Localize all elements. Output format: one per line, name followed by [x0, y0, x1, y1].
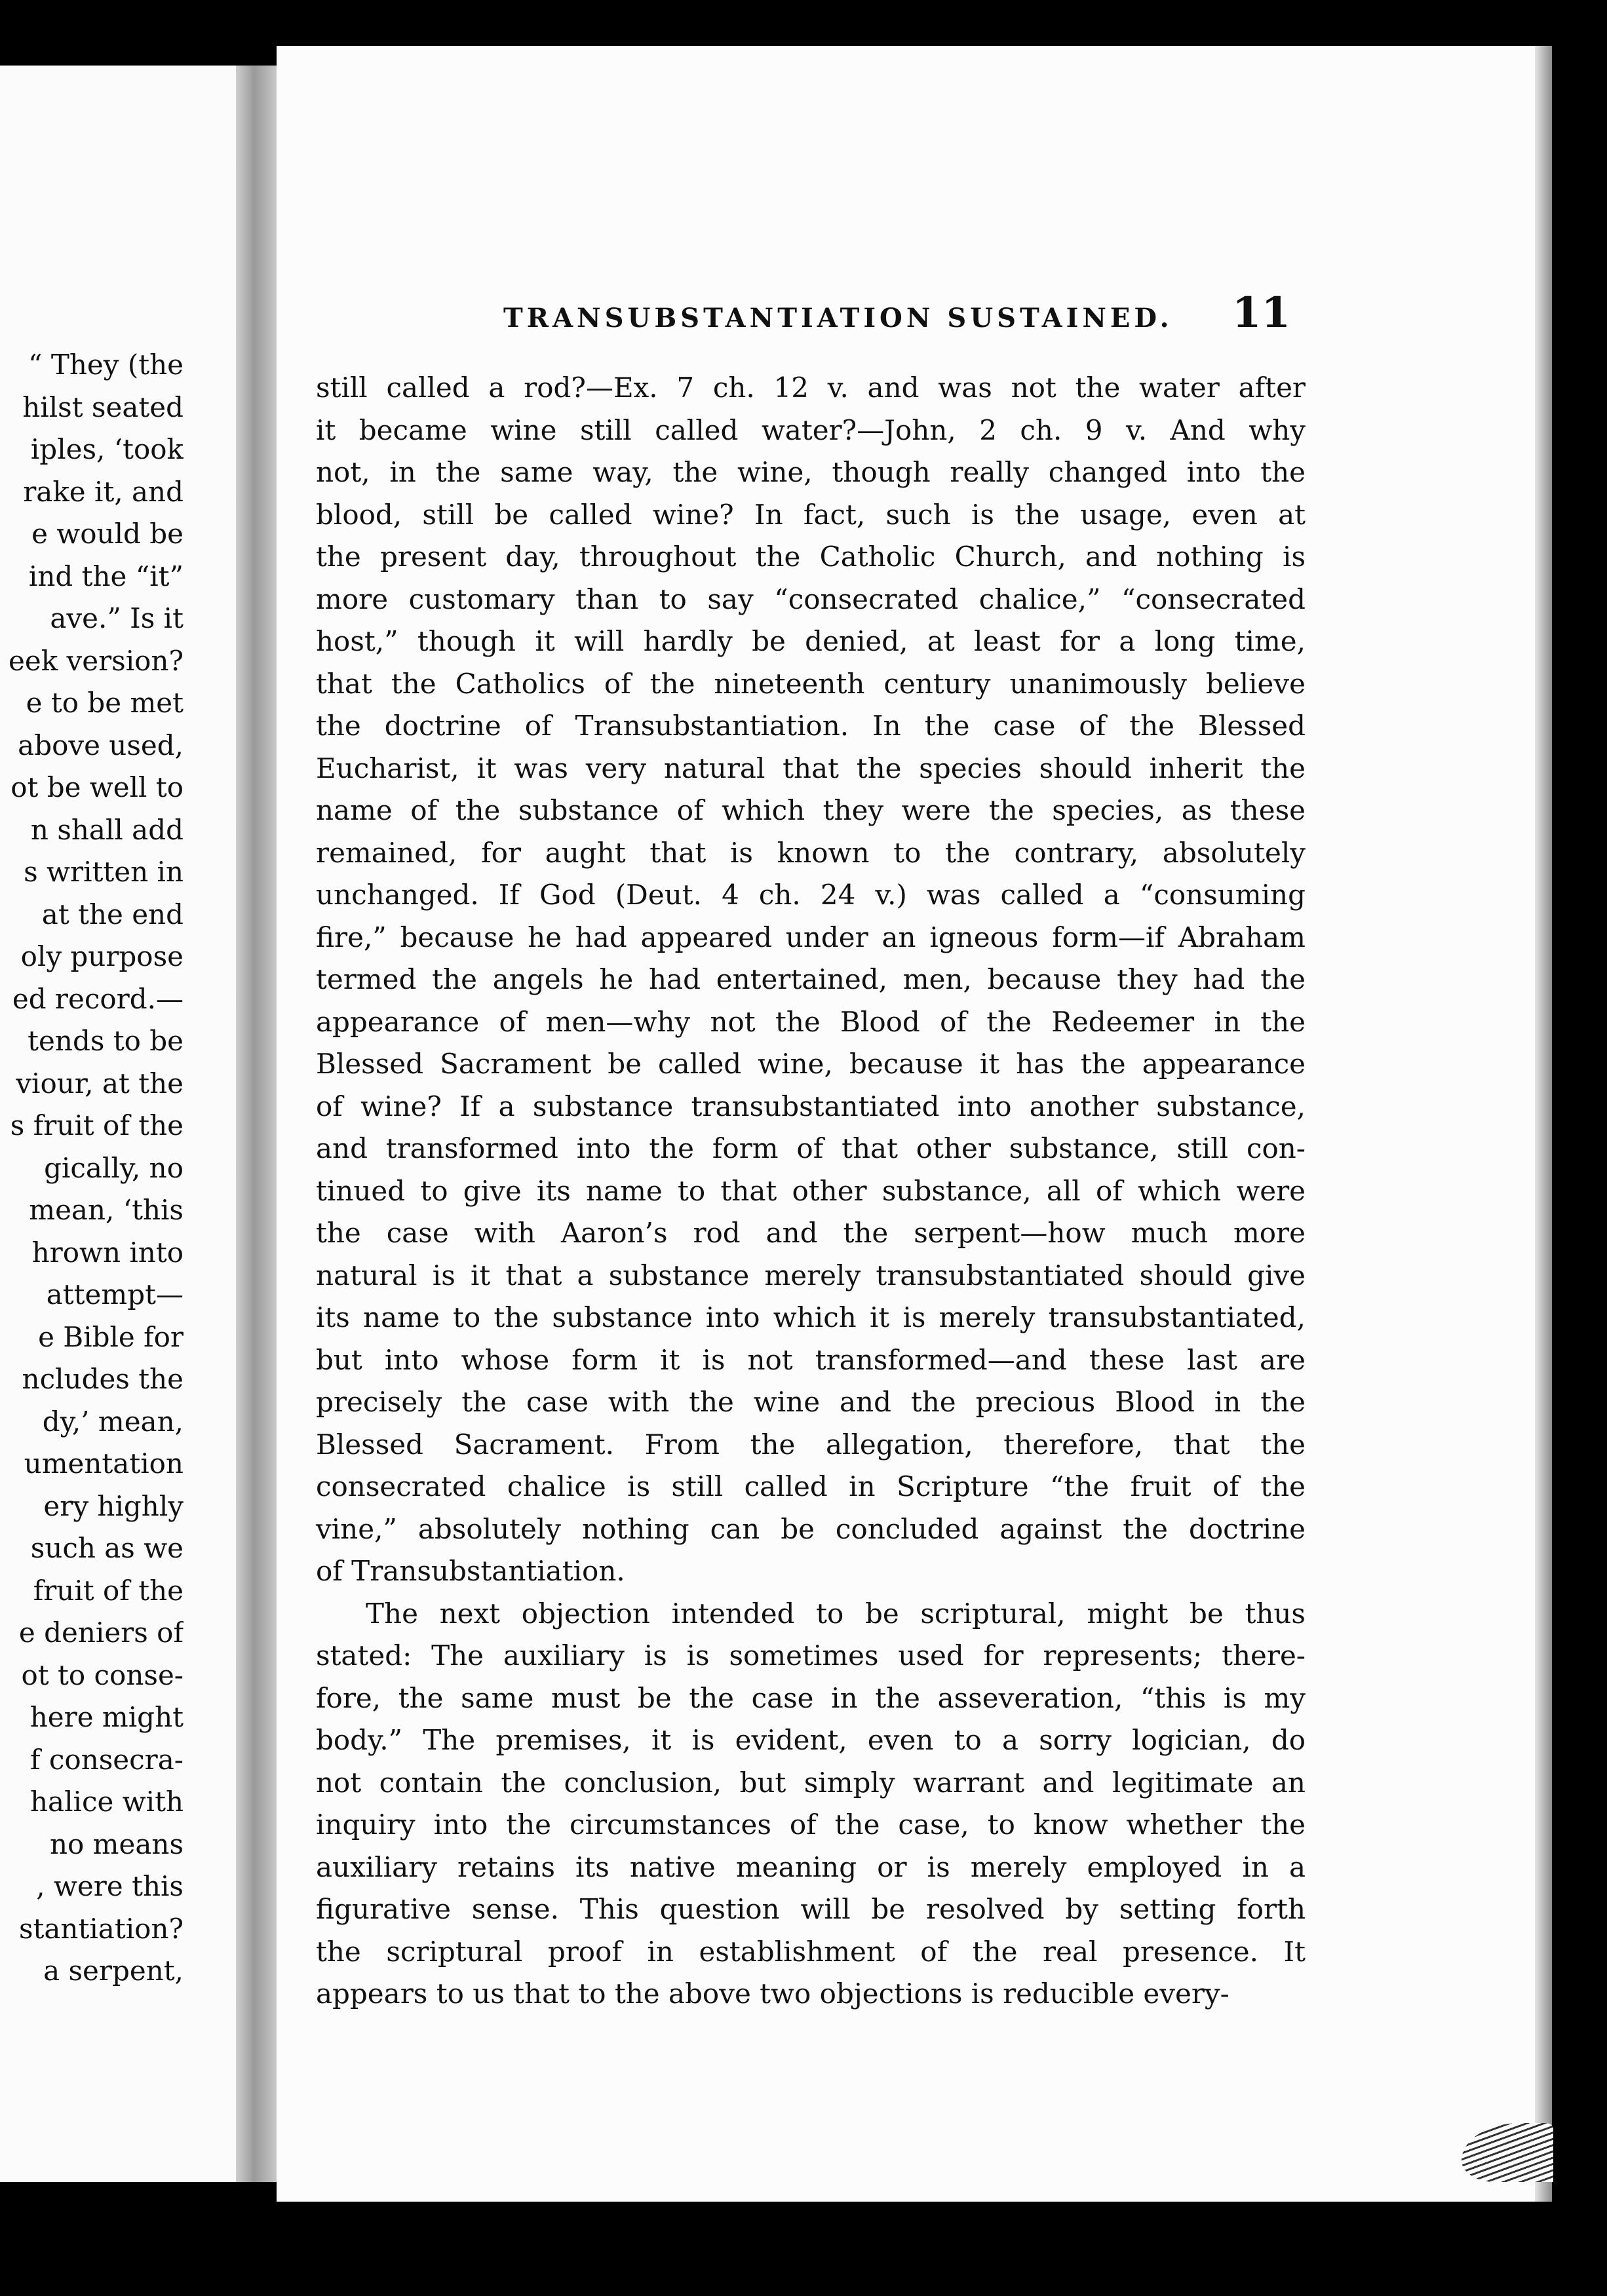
previous-page-line — [0, 556, 184, 598]
previous-page-line-text: stantiation? — [18, 1912, 184, 1945]
page-number: 11 — [1232, 288, 1291, 337]
body-line: and transformed into the form of that other substance, still con- — [316, 1132, 1306, 1164]
previous-page-line-text: “ They (the — [28, 349, 184, 381]
previous-page-line-text: mean, ‘this — [29, 1194, 184, 1226]
body-line: figurative sense. This question will be resolved by setting forth — [316, 1893, 1306, 1925]
body-line: still called a rod?—Ex. 7 ch. 12 v. and was not the water after — [316, 372, 1306, 404]
previous-page-line — [0, 1527, 184, 1570]
previous-page-line-text: e Bible for — [38, 1320, 184, 1353]
previous-page-line-text: n shall add — [30, 813, 184, 846]
previous-page-line-text: s fruit of the — [10, 1109, 184, 1141]
previous-page-line-text: gically, no — [44, 1151, 184, 1184]
body-line: The next objection intended to be scriptural, might be thus — [366, 1597, 1306, 1630]
previous-page-line — [0, 809, 184, 852]
previous-page-line — [0, 344, 184, 387]
previous-page-line-text: such as we — [30, 1532, 184, 1564]
previous-page-line-text: at the end — [41, 898, 184, 930]
previous-page-line-text: ery highly — [43, 1489, 184, 1522]
previous-page-line-text: f consecra- — [30, 1743, 184, 1776]
previous-page-line-text: ncludes the — [22, 1363, 184, 1395]
previous-page-line — [0, 1189, 184, 1232]
previous-page-line-text: no means — [49, 1827, 184, 1860]
previous-page-line — [0, 1020, 184, 1063]
previous-page-line — [0, 1612, 184, 1655]
body-line: consecrated chalice is still called in Scripture “the fruit of the — [316, 1470, 1306, 1502]
page-edge-shadow — [1535, 46, 1552, 2202]
body-line: the doctrine of Transubstantiation. In the case of the Blessed — [316, 710, 1306, 742]
body-line: the scriptural proof in establishment of the real presence. It — [316, 1935, 1306, 1968]
running-head: TRANSUBSTANTIATION SUSTAINED. — [503, 303, 1173, 334]
body-line: of Transubstantiation. — [316, 1555, 625, 1587]
previous-page-line — [0, 640, 184, 683]
previous-page-line — [0, 513, 184, 556]
body-line: Blessed Sacrament be called wine, because it has the appearance — [316, 1048, 1306, 1080]
body-line: host,” though it will hardly be denied, at least for a long time, — [316, 625, 1306, 657]
body-line: Eucharist, it was very natural that the species should inherit the — [316, 752, 1306, 784]
body-line: its name to the substance into which it is merely transubstantiated, — [316, 1301, 1306, 1333]
previous-page-line — [0, 1147, 184, 1190]
previous-page-line-text: e to be met — [26, 687, 184, 719]
previous-page-line-text: ed record.— — [12, 982, 184, 1015]
previous-page-line-text: , were this — [36, 1870, 184, 1902]
previous-page-line — [0, 1696, 184, 1739]
previous-page-line — [0, 1570, 184, 1613]
previous-page-line-text: halice with — [30, 1786, 184, 1818]
body-line: natural is it that a substance merely transubstantiated should give — [316, 1259, 1306, 1292]
previous-page-line — [0, 894, 184, 936]
previous-page-line-text: oly purpose — [20, 940, 184, 972]
body-line: it became wine still called water?—John, 2 ch. 9 v. And why — [316, 413, 1306, 446]
previous-page-line — [0, 851, 184, 894]
previous-page-line — [0, 1063, 184, 1105]
body-line: unchanged. If God (Deut. 4 ch. 24 v.) was called a “consuming — [316, 879, 1306, 911]
body-line: fire,” because he had appeared under an igneous form—if Abraham — [316, 921, 1306, 953]
previous-page-line — [0, 1316, 184, 1359]
previous-page-line-text: tends to be — [28, 1025, 184, 1057]
body-line: remained, for aught that is known to the contrary, absolutely — [316, 836, 1306, 869]
body-line: precisely the case with the wine and the precious Blood in the — [316, 1386, 1306, 1418]
body-line: fore, the same must be the case in the asseveration, “this is my — [316, 1681, 1306, 1714]
previous-page-line-text: above used, — [18, 729, 184, 761]
previous-page-line-text: ind the “it” — [28, 560, 184, 592]
previous-page-line — [0, 598, 184, 640]
previous-page-line-text: viour, at the — [16, 1067, 184, 1100]
previous-page-line-text: s written in — [24, 856, 184, 888]
previous-page-text — [0, 344, 184, 1993]
previous-page-line — [0, 1105, 184, 1147]
body-line: more customary than to say “consecrated chalice,” “consecrated — [316, 583, 1306, 615]
body-text — [316, 367, 1306, 2016]
body-line: the case with Aaron’s rod and the serpent—how much more — [316, 1217, 1306, 1249]
previous-page-line — [0, 1655, 184, 1697]
previous-page-line-text: ave.” Is it — [50, 602, 184, 634]
previous-page-line — [0, 1401, 184, 1444]
previous-page-line-text: e would be — [31, 518, 184, 550]
previous-page-line — [0, 1866, 184, 1908]
previous-page-line-text: hrown into — [31, 1236, 184, 1269]
body-line: but into whose form it is not transformed—and these last are — [316, 1343, 1306, 1376]
body-line: inquiry into the circumstances of the case, to know whether the — [316, 1808, 1306, 1841]
previous-page-line-text: umentation — [24, 1447, 184, 1480]
previous-page-line — [0, 471, 184, 514]
previous-page-line — [0, 1443, 184, 1485]
body-line: appearance of men—why not the Blood of the Redeemer in the — [316, 1005, 1306, 1038]
previous-page-line — [0, 1485, 184, 1528]
previous-page-line — [0, 1232, 184, 1274]
book-gutter — [236, 66, 277, 2182]
previous-page-line — [0, 1358, 184, 1401]
body-line: vine,” absolutely nothing can be concluded against the doctrine — [316, 1512, 1306, 1545]
previous-page-line-text: eek version? — [8, 644, 184, 677]
previous-page-line — [0, 1908, 184, 1951]
previous-page-line-text: dy,’ mean, — [42, 1405, 184, 1438]
body-line: the present day, throughout the Catholic Church, and nothing is — [316, 541, 1306, 573]
body-line: appears to us that to the above two objections is reducible every- — [316, 1978, 1229, 2010]
previous-page-line — [0, 1739, 184, 1782]
body-line: that the Catholics of the nineteenth century unanimously believe — [316, 667, 1306, 700]
previous-page-line — [0, 725, 184, 767]
previous-page-line-text: a serpent, — [43, 1955, 184, 1987]
body-line: Blessed Sacrament. From the allegation, therefore, that the — [316, 1428, 1306, 1461]
previous-page-line-text: ot be well to — [10, 771, 184, 803]
body-line: body.” The premises, it is evident, even to a sorry logician, do — [316, 1724, 1306, 1756]
previous-page-line-text: rake it, and — [23, 475, 184, 508]
previous-page-line — [0, 767, 184, 809]
body-line: of wine? If a substance transubstantiated into another substance, — [316, 1090, 1306, 1122]
previous-page-line-text: attempt— — [46, 1278, 184, 1311]
body-line: not, in the same way, the wine, though really changed into the — [316, 456, 1306, 488]
previous-page-line — [0, 1950, 184, 1993]
previous-page-line — [0, 978, 184, 1021]
body-line: stated: The auxiliary is is sometimes used for represents; there- — [316, 1639, 1306, 1672]
previous-page-line — [0, 387, 184, 429]
body-line: termed the angels he had entertained, men, because they had the — [316, 963, 1306, 995]
previous-page-line-text: fruit of the — [33, 1574, 184, 1607]
previous-page-line — [0, 1824, 184, 1866]
previous-page-line — [0, 429, 184, 471]
previous-page-line — [0, 1781, 184, 1824]
previous-page-line — [0, 1274, 184, 1316]
previous-page-line — [0, 682, 184, 725]
previous-page-line-text: iples, ‘took — [30, 433, 184, 465]
previous-page-line-text: e deniers of — [18, 1617, 184, 1649]
body-line: blood, still be called wine? In fact, such is the usage, even at — [316, 498, 1306, 531]
body-line: name of the substance of which they were the species, as these — [316, 794, 1306, 826]
previous-page-line-text: hilst seated — [22, 391, 184, 423]
previous-page-line-text: here might — [29, 1701, 184, 1733]
body-line: tinued to give its name to that other substance, all of which were — [316, 1174, 1306, 1207]
previous-page-line-text: ot to conse- — [21, 1658, 184, 1691]
body-line: auxiliary retains its native meaning or is merely employed in a — [316, 1850, 1306, 1883]
previous-page-line — [0, 936, 184, 978]
body-line: not contain the conclusion, but simply warrant and legitimate an — [316, 1766, 1306, 1799]
